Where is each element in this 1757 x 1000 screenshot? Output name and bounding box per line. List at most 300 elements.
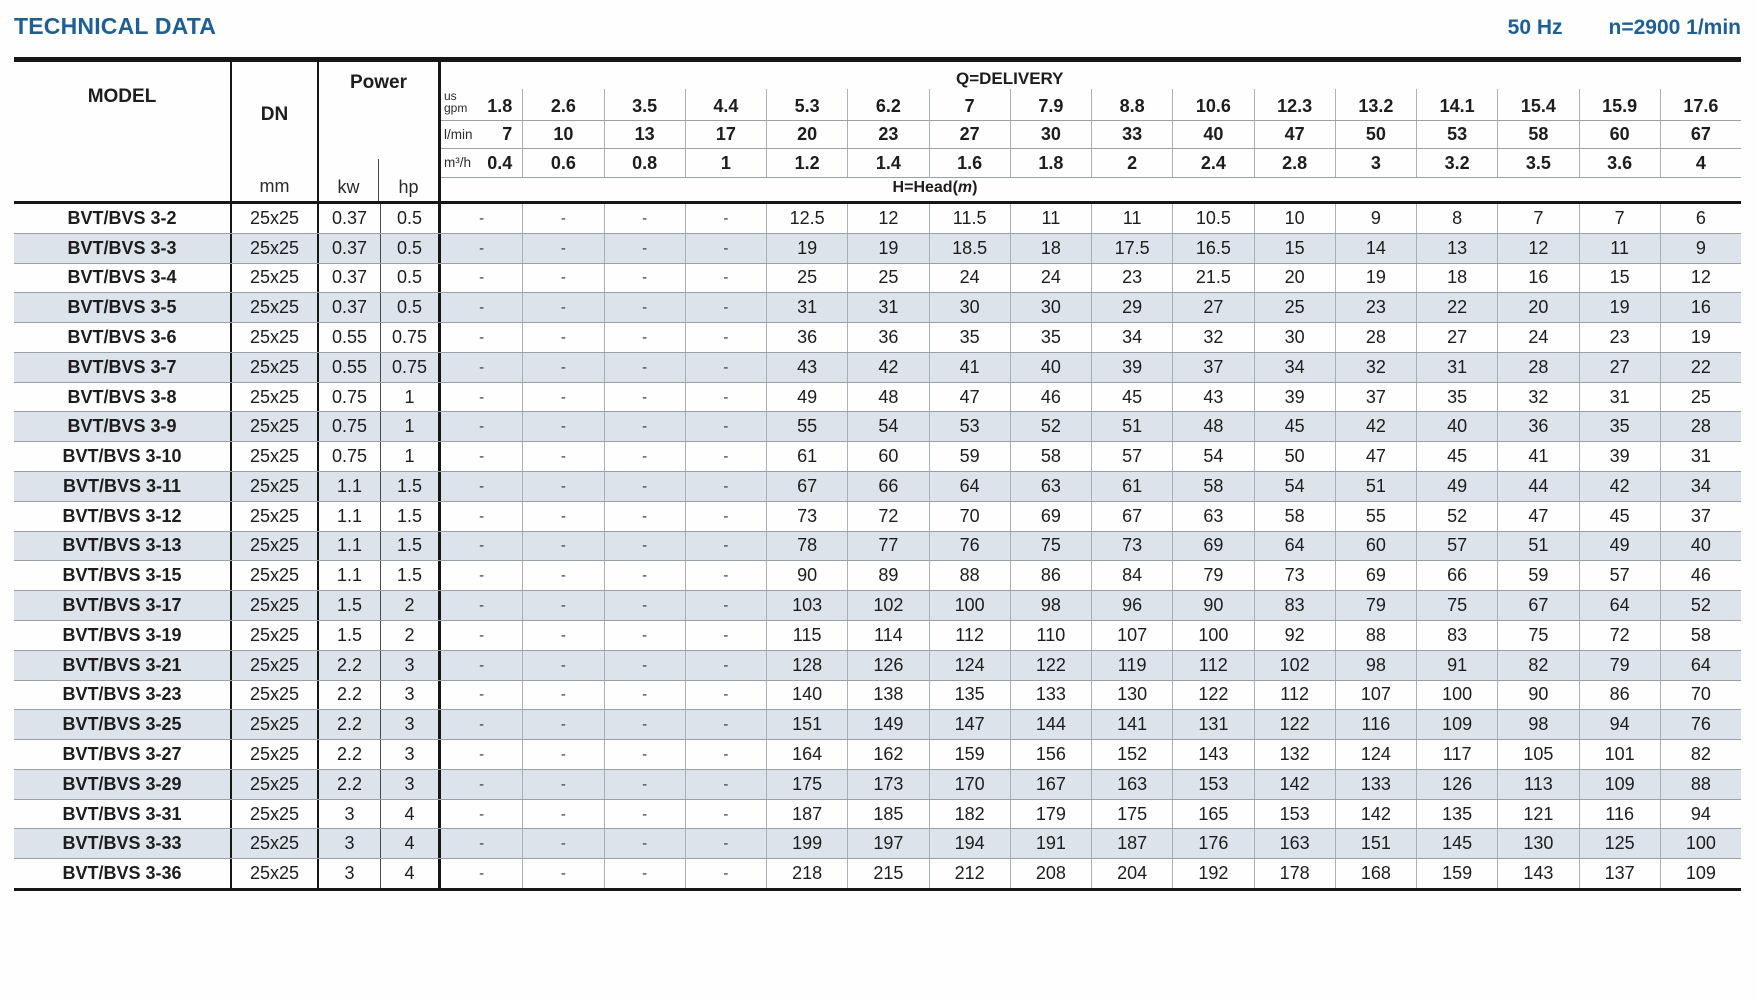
delivery-value-cell [766,89,847,120]
head-value-cell: 39 [1254,383,1335,412]
head-value-cell: 94 [1660,800,1741,829]
kw-cell: 1.1 [319,472,381,501]
head-value-cell: 49 [766,383,847,412]
head-value-cell: 124 [929,651,1010,680]
head-value-cell: 187 [766,800,847,829]
head-value-cell: 163 [1254,829,1335,858]
head-value-cell: 208 [1010,859,1091,888]
head-value-cell: 59 [1497,561,1578,590]
head-value-cell: 142 [1335,800,1416,829]
head-value-cell: 79 [1172,561,1253,590]
head-value-cell: 7 [1497,204,1578,233]
kw-cell: 0.75 [319,442,381,471]
delivery-value-cell [766,149,847,177]
head-value-cell: - [685,532,766,561]
unit-row-usgpm [441,89,1741,120]
head-value-cell: 159 [1416,859,1497,888]
head-value-cell: 64 [1254,532,1335,561]
head-value-cell: 13 [1416,234,1497,263]
head-value-cell: 116 [1579,800,1660,829]
head-value-cell: 30 [929,293,1010,322]
delivery-value-cell [1091,121,1172,148]
head-value-cell: 40 [1416,412,1497,441]
head-value-cell: 135 [929,681,1010,710]
head-value-cell: 98 [1497,710,1578,739]
kw-cell: 0.37 [319,234,381,263]
delivery-value: 1.8 [1038,152,1064,173]
head-value-cell: - [685,323,766,352]
dn-cell: 25x25 [232,740,319,769]
dn-cell: 25x25 [232,770,319,799]
delivery-value-cell [1010,121,1091,148]
dn-cell: 25x25 [232,621,319,650]
delivery-value: 5.3 [794,96,820,116]
head-value-cell: - [479,805,485,823]
head-value-cell: - [604,532,685,561]
delivery-value-cell [1335,121,1416,148]
head-value-cell: - [522,740,603,769]
head-value-cell: - [685,800,766,829]
head-value-cell: 45 [1416,442,1497,471]
head-value-cell: 23 [1579,323,1660,352]
delivery-value-cell [1660,149,1741,177]
head-value-cell: 110 [1010,621,1091,650]
head-value-cell: 100 [929,591,1010,620]
head-value-cell: 165 [1172,800,1253,829]
head-value-cell: 41 [1497,442,1578,471]
delivery-value-cell [929,121,1010,148]
head-value-cell: 18 [1010,234,1091,263]
dn-cell: 25x25 [232,472,319,501]
head-value-cell: 124 [1335,740,1416,769]
delivery-value-cell [1091,149,1172,177]
head-value-cell: 149 [847,710,928,739]
model-cell: BVT/BVS 3-29 [14,770,232,799]
head-value-cell: 40 [1660,532,1741,561]
dn-cell: 25x25 [232,800,319,829]
kw-cell: 0.37 [319,204,381,233]
head-value-cell: 170 [929,770,1010,799]
head-value-cell: 86 [1010,561,1091,590]
head-value-cell: 88 [1660,770,1741,799]
head-value-cell: 182 [929,800,1010,829]
dn-cell: 25x25 [232,264,319,293]
hp-unit-label: hp [378,159,438,201]
head-value-cell: 9 [1660,234,1741,263]
delivery-value-cell [1254,89,1335,120]
head-value-cell: 51 [1335,472,1416,501]
head-value-cell: 31 [1660,442,1741,471]
head-value-cell: 36 [847,323,928,352]
head-value-cell: - [522,204,603,233]
head-value-cell: - [604,710,685,739]
head-value-cell: 27 [1416,323,1497,352]
head-value-cell: - [604,770,685,799]
dn-cell: 25x25 [232,353,319,382]
technical-data-table [14,57,1741,891]
head-value-cell: - [604,412,685,441]
head-value-cell: 51 [1497,532,1578,561]
head-value-cell: 140 [766,681,847,710]
head-value-cell: 75 [1416,591,1497,620]
table-row [14,560,1741,590]
head-value-cell: 167 [1010,770,1091,799]
head-value-cell: 72 [1579,621,1660,650]
kw-cell: 0.75 [319,412,381,441]
power-label: Power [349,72,408,93]
delivery-value: 7 [964,96,975,116]
delivery-value: 3.2 [1444,152,1470,173]
head-value-cell: 61 [1091,472,1172,501]
model-cell: BVT/BVS 3-13 [14,532,232,561]
table-row [14,204,1741,233]
head-value-cell: 107 [1091,621,1172,650]
head-value-cell: 7 [1579,204,1660,233]
unit-label: l/min [444,126,473,142]
head-value-cell: 121 [1497,800,1578,829]
head-value-cell: - [522,800,603,829]
head-value-cell: 126 [847,651,928,680]
head-value-cell: 114 [847,621,928,650]
head-value-cell: 132 [1254,740,1335,769]
kw-cell: 2.2 [319,770,381,799]
head-value-cell: 83 [1254,591,1335,620]
head-value-cell: - [685,859,766,888]
delivery-value-cell [522,149,603,177]
delivery-value-cell [1416,121,1497,148]
kw-cell: 3 [319,800,381,829]
head-value-cell: 47 [1335,442,1416,471]
delivery-value: 3.6 [1607,152,1633,173]
kw-cell: 0.55 [319,353,381,382]
head-value-cell: 20 [1254,264,1335,293]
model-cell: BVT/BVS 3-11 [14,472,232,501]
head-value-cell: 32 [1172,323,1253,352]
head-value-cell: - [685,502,766,531]
head-value-cell: 41 [929,353,1010,382]
head-value-cell: 12 [1660,264,1741,293]
table-row [14,769,1741,799]
head-value-cell: 12 [847,204,928,233]
head-value-cell: 153 [1254,800,1335,829]
head-value-cell: - [685,442,766,471]
head-value-cell: 35 [1010,323,1091,352]
model-cell: BVT/BVS 3-17 [14,591,232,620]
hp-cell: 0.5 [381,234,441,263]
head-value-cell: - [479,507,485,525]
delivery-value-cell [1172,89,1253,120]
head-value-cell: 163 [1091,770,1172,799]
head-value-cell: - [479,716,485,734]
head-value-cell: 187 [1091,829,1172,858]
head-value-cell: 125 [1579,829,1660,858]
head-value-cell: 57 [1091,442,1172,471]
head-value-cell: - [685,264,766,293]
delivery-value: 1 [720,152,731,173]
head-value-cell: 35 [1416,383,1497,412]
delivery-value: 3 [1370,152,1381,173]
hp-cell: 3 [381,651,441,680]
head-value-cell: 144 [1010,710,1091,739]
kw-cell: 1.5 [319,621,381,650]
table-row [14,352,1741,382]
head-value-cell: 113 [1497,770,1578,799]
head-value-cell: 16.5 [1172,234,1253,263]
head-value-cell: 192 [1172,859,1253,888]
dn-cell: 25x25 [232,532,319,561]
head-value-cell: 14 [1335,234,1416,263]
head-value-cell: 82 [1660,740,1741,769]
head-value-cell: 103 [766,591,847,620]
kw-cell: 3 [319,859,381,888]
head-value-cell: - [522,651,603,680]
head-value-cell: 23 [1091,264,1172,293]
dn-cell: 25x25 [232,323,319,352]
page-header [14,13,1741,40]
head-value-cell: 89 [847,561,928,590]
delivery-value-cell [604,121,685,148]
hp-cell: 1 [381,412,441,441]
kw-cell: 0.37 [319,293,381,322]
head-value-cell: - [604,859,685,888]
dn-cell: 25x25 [232,710,319,739]
head-value-cell: 27 [1579,353,1660,382]
head-value-cell: 46 [1010,383,1091,412]
head-value-cell: - [604,621,685,650]
table-row [14,441,1741,471]
head-value-cell: - [604,591,685,620]
head-value-cell: 101 [1579,740,1660,769]
table-row [14,650,1741,680]
hp-cell: 1.5 [381,561,441,590]
head-value-cell: 151 [1335,829,1416,858]
head-value-cell: - [522,770,603,799]
speed-label: n=2900 1/min [1608,16,1741,39]
head-value-cell: - [604,740,685,769]
delivery-value-cell [1091,89,1172,120]
model-cell: BVT/BVS 3-19 [14,621,232,650]
head-value-cell: 48 [1172,412,1253,441]
head-value-cell: 24 [1010,264,1091,293]
head-value-cell: 19 [847,234,928,263]
head-value-cell: 191 [1010,829,1091,858]
head-value-cell: 212 [929,859,1010,888]
head-value-cell: 130 [1091,681,1172,710]
head-value-cell: 34 [1254,353,1335,382]
head-value-cell: 30 [1010,293,1091,322]
head-value-cell: - [604,264,685,293]
head-value-cell: 44 [1497,472,1578,501]
power-units-row [319,159,438,201]
table-row [14,322,1741,352]
model-cell: BVT/BVS 3-23 [14,681,232,710]
head-value-cell: 147 [929,710,1010,739]
head-value-cell: 215 [847,859,928,888]
delivery-value-cell [522,121,603,148]
head-value-cell: 159 [929,740,1010,769]
head-value-cell: 90 [766,561,847,590]
delivery-value-cell [1172,121,1253,148]
head-value-cell: - [685,829,766,858]
delivery-value: 53 [1447,124,1468,144]
model-cell: BVT/BVS 3-8 [14,383,232,412]
hp-cell: 1 [381,442,441,471]
head-value-cell: 90 [1497,681,1578,710]
kw-cell: 0.55 [319,323,381,352]
hp-cell: 0.5 [381,204,441,233]
kw-unit-label: kw [337,177,360,197]
head-value-cell: 12.5 [766,204,847,233]
delivery-value: 15.9 [1602,96,1638,116]
head-value-cell: 37 [1335,383,1416,412]
operating-conditions [1508,16,1741,40]
head-value-cell: 79 [1579,651,1660,680]
kw-cell: 2.2 [319,710,381,739]
delivery-value: 17 [715,124,736,144]
head-value-cell: 138 [847,681,928,710]
head-value-cell: 47 [929,383,1010,412]
delivery-value: 30 [1040,124,1061,144]
delivery-value: 67 [1690,124,1711,144]
head-value-cell: - [522,442,603,471]
head-value-cell: - [479,388,485,406]
head-value-cell: 49 [1579,532,1660,561]
hp-cell: 2 [381,621,441,650]
head-value-cell: 76 [929,532,1010,561]
head-value-cell: - [685,472,766,501]
head-value-cell: 19 [1335,264,1416,293]
head-value-cell: - [604,204,685,233]
head-value-cell: - [479,299,485,317]
dn-cell: 25x25 [232,561,319,590]
head-value-cell: - [479,597,485,615]
table-row [14,709,1741,739]
model-cell: BVT/BVS 3-33 [14,829,232,858]
head-value-cell: 117 [1416,740,1497,769]
dn-cell: 25x25 [232,651,319,680]
head-value-cell: 197 [847,829,928,858]
head-value-cell: - [604,442,685,471]
table-row [14,590,1741,620]
head-value-cell: 66 [847,472,928,501]
head-value-cell: 39 [1579,442,1660,471]
head-value-cell: - [685,740,766,769]
delivery-label: Q=DELIVERY [955,69,1064,88]
hp-cell: 1.5 [381,502,441,531]
head-value-cell: 49 [1416,472,1497,501]
head-value-cell: 173 [847,770,928,799]
head-value-cell: - [522,412,603,441]
dn-cell: 25x25 [232,681,319,710]
head-value-cell: - [685,234,766,263]
model-cell: BVT/BVS 3-2 [14,204,232,233]
head-value-cell: 17.5 [1091,234,1172,263]
head-value-cell: 73 [1091,532,1172,561]
head-value-cell: - [604,353,685,382]
table-row [14,531,1741,561]
head-value-cell: 52 [1416,502,1497,531]
delivery-value: 13 [634,124,655,144]
delivery-value-cell [1254,149,1335,177]
dn-cell: 25x25 [232,591,319,620]
head-value-cell: 152 [1091,740,1172,769]
delivery-value-cell [1254,121,1335,148]
head-value-cell: 84 [1091,561,1172,590]
table-row [14,471,1741,501]
head-value-cell: - [479,209,485,227]
head-value-cell: - [479,567,485,585]
head-value-cell: 133 [1010,681,1091,710]
head-value-cell: 25 [1660,383,1741,412]
kw-cell: 2.2 [319,651,381,680]
head-value-cell: - [685,561,766,590]
hp-cell: 4 [381,800,441,829]
head-value-cell: 34 [1091,323,1172,352]
head-value-cell: - [479,448,485,466]
head-value-cell: 78 [766,532,847,561]
head-value-cell: 141 [1091,710,1172,739]
delivery-value: 1.8 [487,96,513,116]
dn-label: DN [260,104,289,125]
head-value-cell: - [685,591,766,620]
unit-label: us gpm [444,89,468,115]
head-value-cell: 11 [1579,234,1660,263]
delivery-value: 3.5 [632,96,658,116]
head-value-cell: 30 [1254,323,1335,352]
head-value-cell: - [522,621,603,650]
head-value-cell: 42 [847,353,928,382]
head-value-cell: 54 [847,412,928,441]
head-value-cell: 112 [1172,651,1253,680]
head-value-cell: 178 [1254,859,1335,888]
model-cell: BVT/BVS 3-25 [14,710,232,739]
head-value-cell: 69 [1010,502,1091,531]
head-value-cell: - [479,835,485,853]
table-row [14,680,1741,710]
hp-cell: 1 [381,383,441,412]
head-value-cell: 58 [1010,442,1091,471]
head-value-cell: 119 [1091,651,1172,680]
delivery-value: 6.2 [875,96,901,116]
head-value-cell: 67 [766,472,847,501]
delivery-value: 0.6 [550,152,576,173]
table-row [14,501,1741,531]
table-row [14,233,1741,263]
head-value-cell: - [522,681,603,710]
delivery-value: 7 [502,124,513,144]
head-value-cell: - [604,681,685,710]
head-value-cell: - [479,537,485,555]
head-value-cell: 64 [1660,651,1741,680]
head-value-cell: 29 [1091,293,1172,322]
delivery-value-cell [1416,149,1497,177]
delivery-value: 2 [1127,152,1138,173]
dn-cell: 25x25 [232,859,319,888]
table-row [14,292,1741,322]
head-value-cell: 145 [1416,829,1497,858]
head-value-cell: 137 [1579,859,1660,888]
head-value-cell: 164 [766,740,847,769]
head-value-cell: 60 [1335,532,1416,561]
head-value-cell: - [522,532,603,561]
head-value-cell: 66 [1416,561,1497,590]
hp-cell: 1.5 [381,472,441,501]
head-value-cell: 69 [1335,561,1416,590]
head-value-cell: 8 [1416,204,1497,233]
table-row [14,263,1741,293]
head-value-cell: 46 [1660,561,1741,590]
head-value-cell: 153 [1172,770,1253,799]
